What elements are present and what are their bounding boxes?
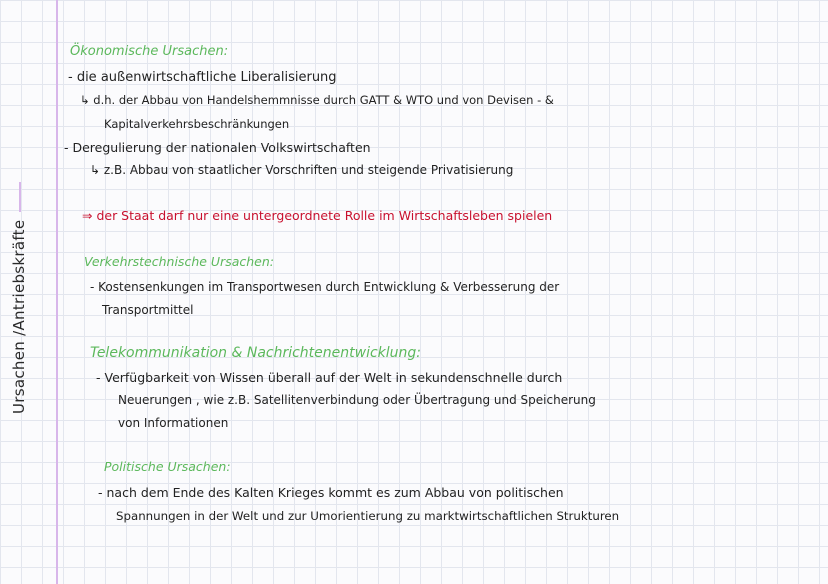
text-line: - Deregulierung der nationalen Volkswirtschaften	[64, 140, 371, 155]
margin-line	[56, 0, 58, 584]
side-title: Ursachen /Antriebskräfte	[10, 174, 28, 414]
conclusion-line: ⇒ der Staat darf nur eine untergeordnete Rolle im Wirtschaftsleben spielen	[82, 208, 553, 223]
text-line: - Kostensenkungen im Transportwesen durch Entwicklung & Verbesserung der	[90, 280, 560, 294]
text-line: Neuerungen , wie z.B. Satellitenverbindung oder Übertragung und Speicherung	[118, 393, 596, 407]
text-line: - Verfügbarkeit von Wissen überall auf der Welt in sekundenschnelle durch	[96, 370, 563, 385]
text-line: ↳ z.B. Abbau von staatlicher Vorschriften und steigende Privatisierung	[90, 163, 514, 177]
text-line: Spannungen in der Welt und zur Umorientierung zu marktwirtschaftlichen Strukturen	[116, 509, 620, 523]
heading-verkehrstechnische-ursachen: Verkehrstechnische Ursachen:	[84, 254, 274, 269]
text-line: von Informationen	[118, 416, 229, 430]
text-line: Transportmittel	[102, 303, 194, 317]
heading-oekonomische-ursachen: Ökonomische Ursachen:	[70, 44, 229, 59]
side-title-underline	[19, 182, 21, 212]
text-line: - nach dem Ende des Kalten Krieges kommt es zum Abbau von politischen	[98, 485, 564, 500]
text-line: ↳ d.h. der Abbau von Handelshemmnisse durch GATT & WTO und von Devisen - &	[80, 93, 554, 107]
text-line: Kapitalverkehrsbeschränkungen	[104, 117, 290, 131]
heading-politische-ursachen: Politische Ursachen:	[104, 459, 231, 474]
text-line: - die außenwirtschaftliche Liberalisierung	[68, 70, 337, 85]
heading-telekommunikation: Telekommunikation & Nachrichtenentwicklung:	[90, 345, 422, 361]
